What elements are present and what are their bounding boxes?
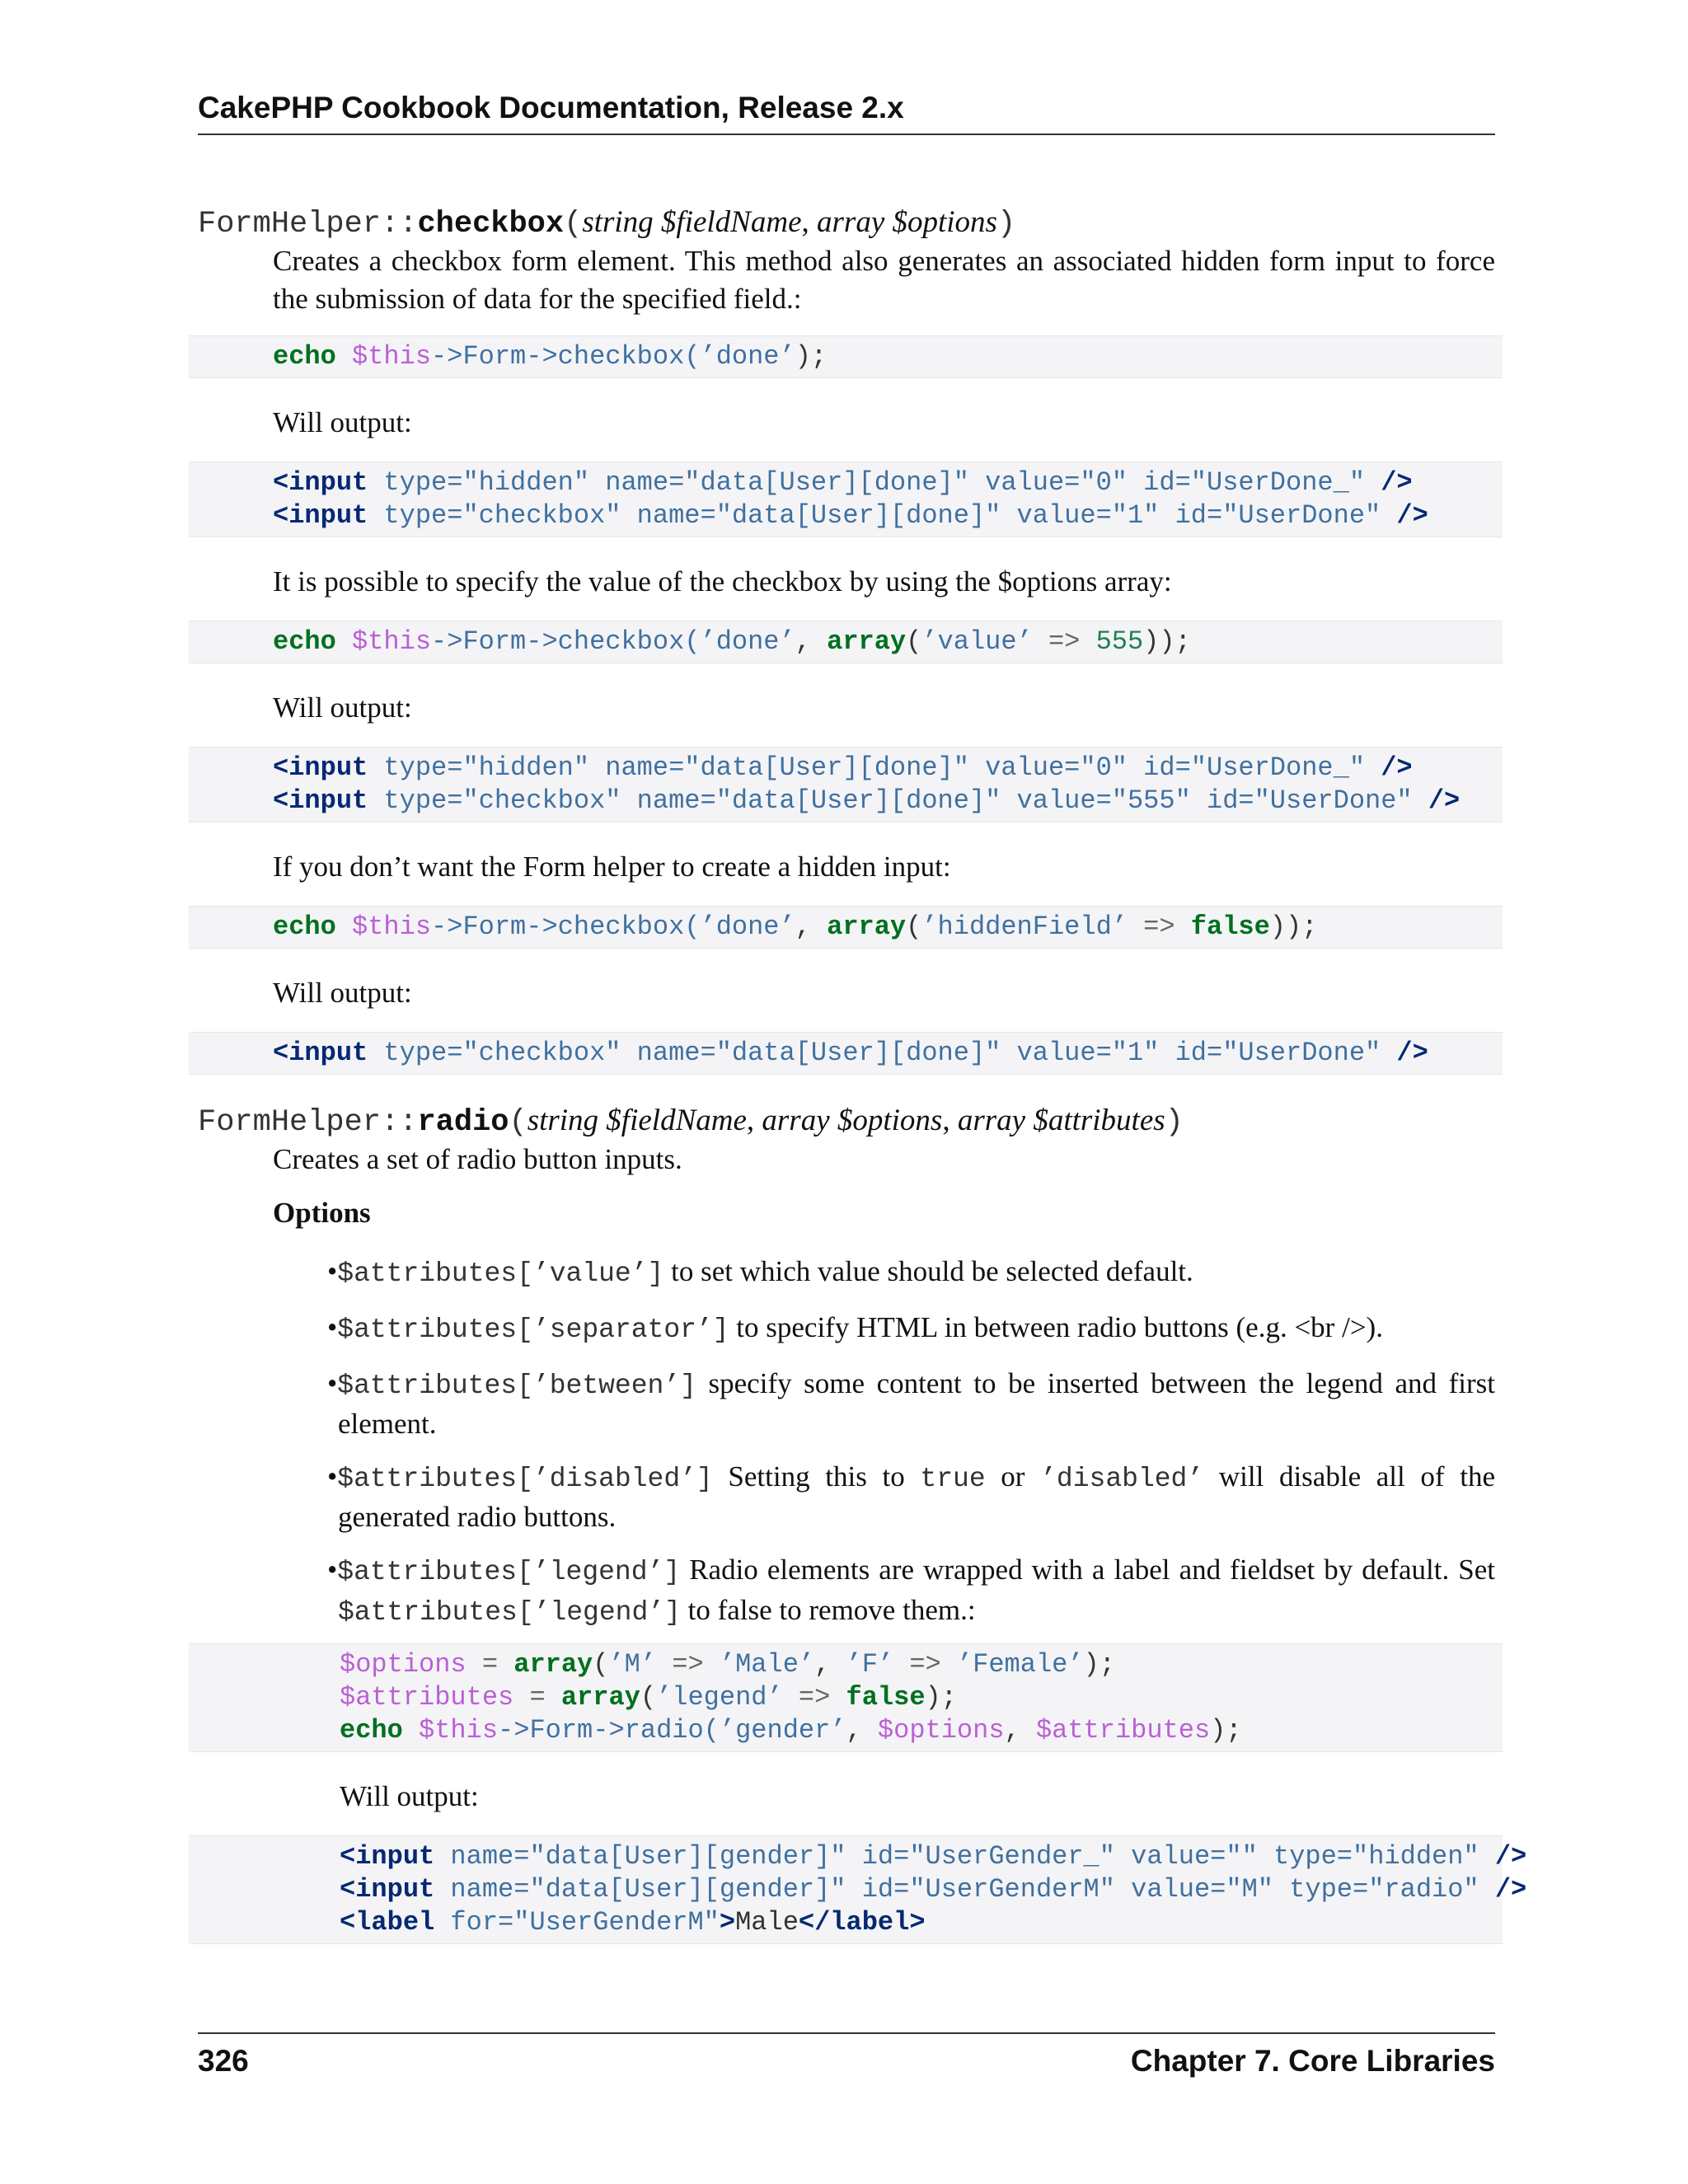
html-tag: <input <box>273 1038 368 1068</box>
sig-separator: , <box>801 205 818 239</box>
code-number: 555 <box>1095 626 1144 657</box>
sig-param: array $options <box>817 205 997 239</box>
code-punct: , <box>1004 1715 1036 1746</box>
will-output-label: Will output: <box>273 691 412 724</box>
code-line <box>340 1648 1115 1681</box>
html-tag: <input <box>340 1874 435 1905</box>
html-tag: <label <box>340 1907 435 1938</box>
option-bullet <box>327 1458 1495 1536</box>
option-code: true <box>920 1464 986 1494</box>
code-block <box>189 621 1503 663</box>
html-tag-close: /> <box>1396 500 1428 531</box>
html-tag-close: /> <box>1428 785 1461 816</box>
code-variable: $attributes <box>1035 1715 1211 1746</box>
option-code: $attributes[’between’] <box>337 1371 696 1401</box>
code-operator: = <box>513 1682 561 1713</box>
output-block <box>189 462 1503 537</box>
code-line <box>340 1873 1526 1906</box>
will-output-label: Will output: <box>273 977 412 1009</box>
code-line <box>273 499 1428 532</box>
html-end-tag: </label> <box>798 1907 926 1938</box>
code-line <box>340 1681 957 1714</box>
code-operator: => <box>782 1682 846 1713</box>
option-bullet <box>327 1551 1495 1632</box>
html-attrs: type="hidden" name="data[User][done]" value="0" id="UserDone_" <box>368 467 1381 498</box>
code-call: ->Form->checkbox( <box>431 626 701 657</box>
code-line <box>273 911 1317 944</box>
chapter-title: Chapter 7. Core Libraries <box>1130 2044 1495 2078</box>
code-line <box>273 466 1413 499</box>
code-punct: )); <box>1269 912 1318 942</box>
code-keyword: array <box>827 626 907 657</box>
options-heading: Options <box>273 1197 371 1229</box>
sig-class: FormHelper:: <box>198 207 418 241</box>
html-tag-close: /> <box>1494 1874 1527 1905</box>
sig-param: array $options <box>762 1104 943 1137</box>
code-line <box>273 340 827 373</box>
bullet-mark: • <box>327 1255 338 1287</box>
sig-param: string $fieldName <box>527 1104 747 1137</box>
code-variable: $this <box>352 912 432 942</box>
radio-signature <box>198 1103 1184 1140</box>
option-code: $attributes[’disabled’] <box>337 1464 713 1494</box>
sig-method: checkbox <box>417 207 565 241</box>
header-rule <box>198 134 1495 135</box>
footer-rule <box>198 2032 1495 2034</box>
code-line <box>340 1906 926 1939</box>
code-punct: ( <box>906 626 922 657</box>
running-header: CakePHP Cookbook Documentation, Release 2.x <box>198 91 904 124</box>
will-output-label: Will output: <box>340 1780 479 1812</box>
code-string: ’M’ <box>608 1649 657 1680</box>
code-string: ’Female’ <box>956 1649 1084 1680</box>
html-attrs: type="hidden" name="data[User][done]" value="0" id="UserDone_" <box>368 752 1381 783</box>
code-variable: $attributes <box>340 1682 514 1713</box>
html-tag-close: /> <box>1494 1841 1527 1872</box>
html-attrs: type="checkbox" name="data[User][done]" value="1" id="UserDone" <box>368 500 1397 531</box>
html-attrs: name="data[User][gender]" id="UserGenderM" value="M" type="radio" <box>434 1874 1495 1905</box>
html-tag-close: /> <box>1396 1038 1428 1068</box>
code-keyword: false <box>1190 912 1270 942</box>
code-variable: $this <box>419 1715 499 1746</box>
code-punct: , <box>795 912 828 942</box>
code-keyword: echo <box>273 626 336 657</box>
output-block <box>189 1032 1503 1075</box>
code-string: ’F’ <box>846 1649 894 1680</box>
will-output-label: Will output: <box>273 406 412 438</box>
option-text: to specify HTML in between radio buttons (e.g. <br />). <box>729 1311 1383 1343</box>
bullet-mark: • <box>327 1460 338 1493</box>
html-attrs: name="data[User][gender]" id="UserGender_" value="" type="hidden" <box>434 1841 1495 1872</box>
html-tag: <input <box>273 785 368 816</box>
html-tag-close: /> <box>1381 467 1413 498</box>
code-punct: ); <box>1083 1649 1115 1680</box>
option-text: Setting this to <box>712 1460 921 1493</box>
code-keyword: array <box>827 912 907 942</box>
bullet-mark: • <box>327 1554 338 1586</box>
code-line <box>273 1037 1428 1070</box>
sig-method: radio <box>417 1105 509 1140</box>
option-bullet <box>327 1365 1495 1443</box>
output-block <box>189 747 1503 823</box>
code-punct: , <box>814 1649 846 1680</box>
html-tag: <input <box>273 752 368 783</box>
page-number: 326 <box>198 2044 249 2078</box>
sig-param: array $attributes <box>957 1104 1165 1137</box>
code-punct: ( <box>593 1649 609 1680</box>
sig-param: string $fieldName <box>582 205 802 239</box>
code-punct: ); <box>795 341 828 372</box>
code-call: ->Form->checkbox( <box>431 341 701 372</box>
html-tag: <input <box>273 500 368 531</box>
code-call: ->Form->checkbox( <box>431 912 701 942</box>
code-keyword: array <box>513 1649 593 1680</box>
paragraph: It is possible to specify the value of the checkbox by using the $options array: <box>273 565 1172 598</box>
code-punct: ( <box>906 912 922 942</box>
option-code: $attributes[’value’] <box>337 1258 664 1289</box>
code-punct: , <box>795 626 828 657</box>
html-tag: <input <box>340 1841 435 1872</box>
code-punct: ( <box>640 1682 657 1713</box>
code-keyword: echo <box>273 912 336 942</box>
bullet-mark: • <box>327 1367 338 1399</box>
code-keyword: array <box>560 1682 640 1713</box>
code-string: ’hiddenField’ <box>921 912 1128 942</box>
checkbox-signature <box>198 204 1015 241</box>
code-string: ’value’ <box>921 626 1033 657</box>
code-variable: $options <box>877 1715 1005 1746</box>
html-text: Male <box>735 1907 799 1938</box>
code-operator: => <box>1032 626 1096 657</box>
option-text: will disable all of the generated radio buttons. <box>338 1460 1496 1533</box>
sig-separator: , <box>942 1104 958 1137</box>
option-code: ’disabled’ <box>1040 1464 1204 1494</box>
html-attrs: type="checkbox" name="data[User][done]" value="555" id="UserDone" <box>368 785 1428 816</box>
option-bullet <box>327 1309 1495 1349</box>
code-variable: $this <box>352 341 432 372</box>
html-tag-close: /> <box>1381 752 1413 783</box>
code-variable: $options <box>340 1649 467 1680</box>
code-punct: ); <box>1210 1715 1242 1746</box>
code-keyword: echo <box>273 341 336 372</box>
option-text: Radio elements are wrapped with a label and fieldset by default. Set <box>680 1554 1495 1586</box>
code-line <box>273 752 1413 785</box>
code-string: ’done’ <box>700 626 795 657</box>
checkbox-description: Creates a checkbox form element. This method also generates an associated hidden form input to force the submission of data for the specified field.: <box>273 245 1495 315</box>
option-text: to set which value should be selected default. <box>663 1255 1193 1287</box>
option-code: $attributes[’separator’] <box>337 1315 729 1345</box>
code-block <box>189 906 1503 949</box>
code-block <box>189 335 1503 378</box>
radio-description: Creates a set of radio button inputs. <box>273 1143 682 1175</box>
html-attrs: type="checkbox" name="data[User][done]" value="1" id="UserDone" <box>368 1038 1397 1068</box>
code-line <box>340 1840 1526 1873</box>
output-block <box>189 1835 1527 1944</box>
code-line <box>273 785 1460 818</box>
code-string: ’done’ <box>700 341 795 372</box>
option-code: $attributes[’legend’] <box>338 1597 681 1628</box>
sig-close-paren: ) <box>1165 1105 1184 1140</box>
sig-separator: , <box>746 1104 762 1137</box>
code-line <box>340 1714 1242 1747</box>
code-call: ->Form->radio( <box>498 1715 720 1746</box>
html-attrs: for="UserGenderM" <box>434 1907 720 1938</box>
option-code: $attributes[’legend’] <box>337 1557 681 1587</box>
option-bullet <box>327 1253 1495 1293</box>
code-keyword: echo <box>340 1715 403 1746</box>
code-operator: => <box>1127 912 1191 942</box>
code-punct: , <box>846 1715 878 1746</box>
option-text: specify some content to be inserted between the legend and first element. <box>338 1367 1495 1440</box>
sig-open-paren: ( <box>509 1105 528 1140</box>
code-string: ’gender’ <box>719 1715 846 1746</box>
sig-class: FormHelper:: <box>198 1105 418 1140</box>
code-string: ’legend’ <box>656 1682 783 1713</box>
code-string: ’done’ <box>700 912 795 942</box>
option-text: to false to remove them.: <box>680 1594 976 1626</box>
html-tag: <input <box>273 467 368 498</box>
code-punct: ); <box>925 1682 957 1713</box>
code-block <box>189 1643 1503 1752</box>
code-string: ’Male’ <box>719 1649 815 1680</box>
code-operator: => <box>893 1649 957 1680</box>
code-punct: )); <box>1143 626 1191 657</box>
code-line <box>273 626 1191 658</box>
sig-open-paren: ( <box>564 207 583 241</box>
paragraph: If you don’t want the Form helper to create a hidden input: <box>273 851 951 883</box>
code-keyword: false <box>846 1682 926 1713</box>
html-tag-close: > <box>719 1907 736 1938</box>
code-variable: $this <box>352 626 432 657</box>
sig-close-paren: ) <box>996 207 1016 241</box>
code-operator: => <box>656 1649 720 1680</box>
code-operator: = <box>466 1649 514 1680</box>
bullet-mark: • <box>327 1311 338 1343</box>
option-text: or <box>985 1460 1041 1493</box>
